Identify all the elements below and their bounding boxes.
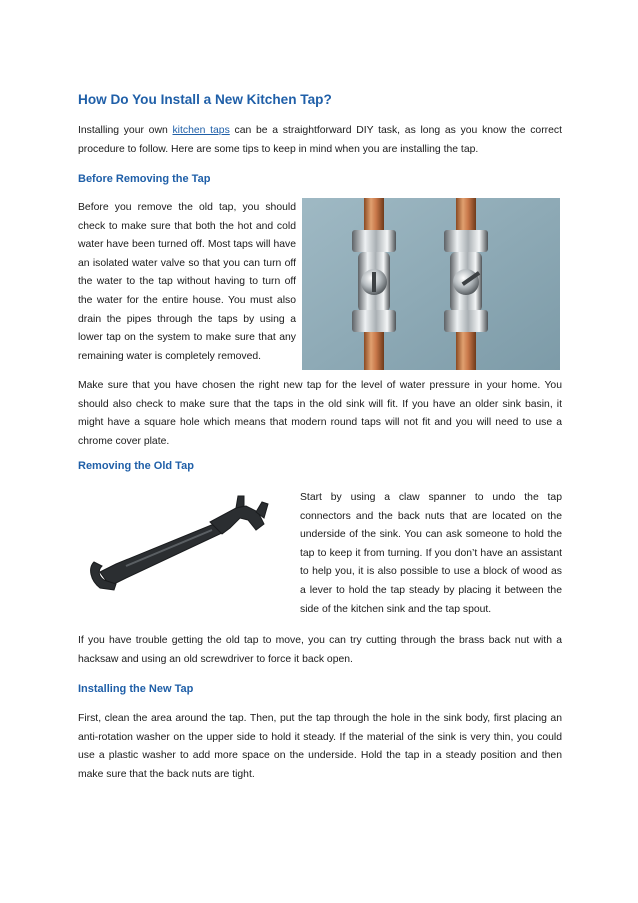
removing-paragraph-2: If you have trouble getting the old tap to move, you can try cutting through the brass back nut with a hacksaw and using an old screwdriver to force it back open.	[78, 635, 562, 665]
removing-paragraph: Start by using a claw spanner to undo the tap connectors and the back nuts that are located on the underside of the sink. You can ask someone to hold the tap to keep it from turning. If you don’t have an assistant to help you, it is also possible to use a block of wood as a lever to hold the tap steady by placing it between the side of the kitchen sink and the tap spout.	[300, 492, 562, 615]
intro-text-after: can be a straightforward DIY task, as long as you know the correct procedure to follow. Here are some tips to keep in mind when you are installing the tap.	[78, 125, 562, 155]
valves-illustration	[302, 198, 560, 370]
installing-paragraph: First, clean the area around the tap. Then, put the tap through the hole in the sink body, first placing an anti-rotation washer on the upper side to hold it steady. If the material of the sink is very thin, you could use a plastic washer to add more space on the underside. Hold the tap in a steady position and then make sure that the back nuts are tight.	[78, 713, 562, 780]
isolation-valves-photo	[302, 198, 560, 370]
heading-before-removing: Before Removing the Tap	[78, 173, 211, 185]
page-title: How Do You Install a New Kitchen Tap?	[78, 92, 332, 107]
spanner-illustration	[86, 494, 286, 614]
heading-removing-old-tap: Removing the Old Tap	[78, 460, 194, 472]
kitchen-taps-link[interactable]: kitchen taps	[172, 125, 230, 136]
intro-text-before: Installing your own	[78, 125, 173, 136]
before-removing-paragraph-2: Make sure that you have chosen the right new tap for the level of water pressure in your home. You should also check to make sure that the taps in the old sink will fit. If you have an older sink basin, it might have a square hole which means that modern round taps will not fit and you will need to use a chrome cover plate.	[78, 380, 562, 447]
claw-spanner-photo	[86, 494, 286, 614]
intro-paragraph	[78, 122, 562, 159]
heading-installing-new-tap: Installing the New Tap	[78, 683, 194, 695]
before-removing-paragraph: Before you remove the old tap, you should check to make sure that both the hot and cold water have been turned off. Most taps will have an isolated water valve so that you can turn off the water to the tap without having to turn off the water for the entire house. You must also drain the pipes through the taps by using a lower tap on the system to make sure that any remaining water is completely removed.	[78, 202, 296, 362]
